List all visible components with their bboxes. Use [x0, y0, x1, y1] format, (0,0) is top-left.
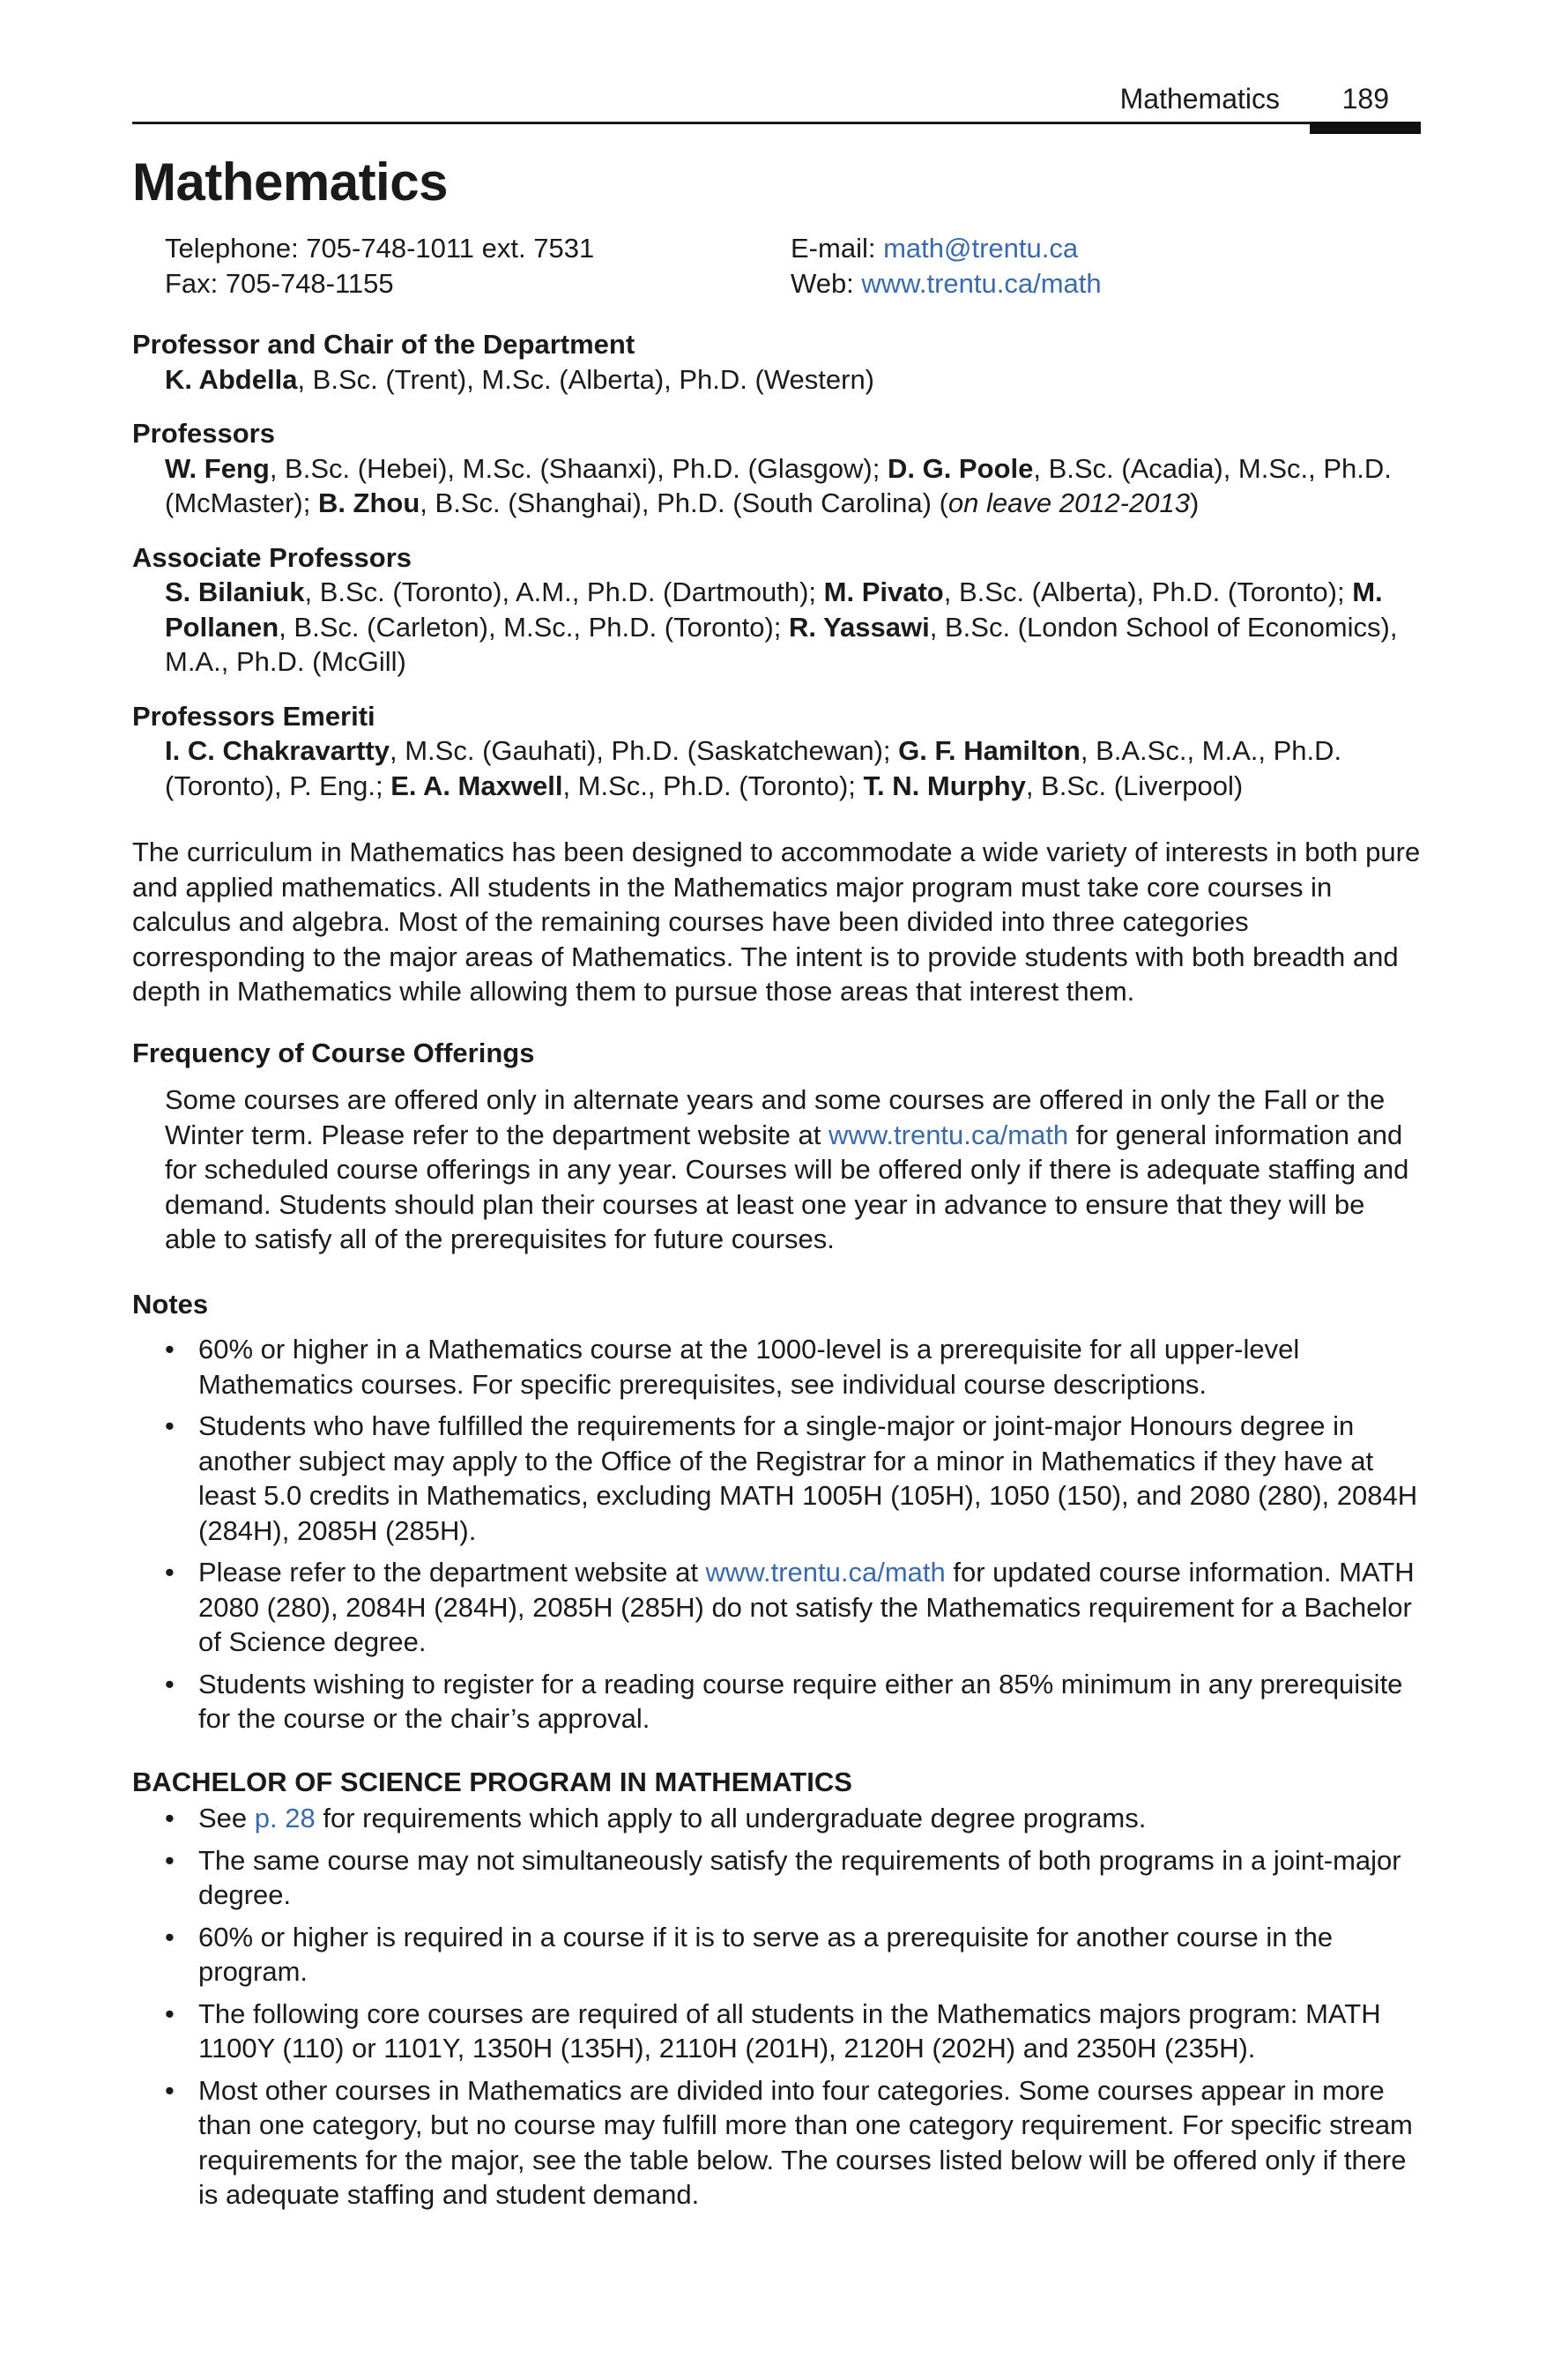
faculty-credentials: , B.Sc. (Acadia), M.Sc., Ph.D. (McMaster); [165, 452, 1392, 518]
email-line [791, 231, 1421, 266]
bsc-text: See [198, 1803, 255, 1833]
emeriti-section [132, 699, 1421, 804]
list-item [165, 1801, 1421, 1836]
faculty-name: M. Pollanen [165, 576, 1383, 643]
faculty-name: S. Bilaniuk [165, 576, 305, 607]
bsc-list [132, 1801, 1421, 2213]
emeriti-heading: Professors Emeriti [132, 700, 375, 732]
header-rule [132, 122, 1421, 124]
note-text-end: for updated course information. MATH 2080 (280), 2084H (284H), 2085H (285H) do not satisfy the Mathematics requirement for a Bachelor of Science degree. [198, 1557, 1415, 1657]
email-label: E-mail: [791, 233, 884, 264]
list-item: • Students who have fulfilled the requirements for a single-major or joint-major Honours degree in another subject may apply to the Office of the Registrar for a minor in Mathematics if they have at least 5.0 credits in Mathematics, excluding MATH 1005H (105H), 1050 (150), and 2080 (280), 2084H (284H), 2085H (285H). [165, 1409, 1421, 1548]
web-link[interactable]: www.trentu.ca/math [861, 267, 1102, 299]
faculty-credentials: , B.Sc. (London School of Economics), M.A., Ph.D. (McGill) [165, 611, 1398, 677]
chair-section [132, 327, 1421, 397]
frequency-text: Some courses are offered only in alternate years and some courses are offered in only the Fall or the Winter term. Please refer to the department website at [165, 1084, 1386, 1150]
faculty-credentials: , B.Sc. (Liverpool) [1025, 770, 1244, 801]
frequency-text-end: for general information and for scheduled course offerings in any year. Courses will be offered only if there is adequate staffing and demand. Students should plan their courses at least one year in advance to ensure that they will be able to satisfy all of the prerequisites for future courses. [165, 1119, 1409, 1254]
page-reference-link[interactable]: p. 28 [254, 1803, 316, 1833]
email-link[interactable]: math@trentu.ca [883, 233, 1079, 264]
web-line [791, 266, 1421, 301]
list-item: • The same course may not simultaneously satisfy the requirements of both programs in a joint-major degree. [165, 1843, 1421, 1913]
faculty-name: G. F. Hamilton [898, 735, 1081, 766]
page-title: Mathematics [132, 152, 448, 212]
faculty-credentials: , B.Sc. (Hebei), M.Sc. (Shaanxi), Ph.D. (Glasgow); [269, 452, 888, 484]
chair-heading: Professor and Chair of the Department [132, 329, 635, 360]
note-text: Please refer to the department website at [198, 1557, 706, 1588]
list-item: • 60% or higher in a Mathematics course at the 1000-level is a prerequisite for all upper-level Mathematics courses. For specific prerequisites, see individual course descriptions. [165, 1332, 1421, 1402]
leave-note: on leave 2012-2013 [947, 487, 1190, 518]
list-item: • Most other courses in Mathematics are divided into four categories. Some courses appear in more than one category, but no course may fulfill more than one category requirement. For specific stream requirements for the major, see the table below. The courses listed below will be offered only if there is adequate staffing and student demand. [165, 2073, 1421, 2213]
faculty-name: W. Feng [165, 452, 270, 484]
running-head [132, 81, 1421, 125]
chair-list [132, 362, 1421, 398]
associate-heading: Associate Professors [132, 541, 412, 573]
faculty-name: T. N. Murphy [863, 770, 1026, 801]
faculty-name: I. C. Chakravartty [165, 735, 390, 766]
faculty-name: B. Zhou [317, 487, 420, 518]
department-website-link[interactable]: www.trentu.ca/math [828, 1119, 1069, 1150]
notes-list [132, 1332, 1421, 1737]
list-item: • Students wishing to register for a reading course require either an 85% minimum in any prerequisite for the course or the chair’s approval. [165, 1667, 1421, 1737]
faculty-credentials: , B.Sc. (Trent), M.Sc. (Alberta), Ph.D. (Western) [297, 363, 875, 395]
professors-list [132, 451, 1421, 521]
faculty-credentials: , M.Sc. (Gauhati), Ph.D. (Saskatchewan); [390, 735, 899, 766]
professors-heading: Professors [132, 418, 275, 449]
faculty-credentials: , M.Sc., Ph.D. (Toronto); [562, 770, 864, 801]
faculty-credentials: , B.Sc. (Carleton), M.Sc., Ph.D. (Toronto); [279, 611, 790, 643]
main-content [132, 231, 1421, 2220]
bsc-heading: BACHELOR OF SCIENCE PROGRAM IN MATHEMATICS [132, 1766, 852, 1797]
header-tab-marker [1310, 122, 1421, 134]
faculty-name: E. A. Maxwell [390, 770, 563, 801]
notes-heading: Notes [132, 1288, 209, 1320]
associate-section [132, 540, 1421, 680]
faculty-name: D. G. Poole [887, 452, 1034, 484]
faculty-credentials: , B.Sc. (Alberta), Ph.D. (Toronto); [943, 576, 1353, 607]
professors-section [132, 416, 1421, 521]
faculty-name: M. Pivato [823, 576, 944, 607]
list-item: • The following core courses are required of all students in the Mathematics majors program: MATH 1100Y (110) or 1101Y, 1350H (135H), 2110H (201H), 2120H (202H) and 2350H (235H). [165, 1997, 1421, 2066]
faculty-name: R. Yassawi [789, 611, 930, 643]
associate-list [132, 575, 1421, 680]
department-website-link[interactable]: www.trentu.ca/math [705, 1557, 946, 1588]
frequency-paragraph [132, 1082, 1421, 1257]
fax: Fax: 705-748-1155 [165, 267, 394, 299]
intro-paragraph: The curriculum in Mathematics has been designed to accommodate a wide variety of interests in both pure and applied mathematics. All students in the Mathematics major program must take core courses in calculus and algebra. Most of the remaining courses have been divided into three categories corresponding to the major areas of Mathematics. The intent is to provide students with both breadth and depth in Mathematics while allowing them to pursue those areas that interest them. [132, 837, 1421, 1007]
faculty-credentials: , B.Sc. (Toronto), A.M., Ph.D. (Dartmouth); [304, 576, 824, 607]
bsc-text-end: for requirements which apply to all undergraduate degree programs. [315, 1803, 1147, 1833]
list-item: • 60% or higher is required in a course if it is to serve as a prerequisite for another course in the program. [165, 1920, 1421, 1990]
running-head-title: Mathematics [1119, 83, 1280, 115]
faculty-name: K. Abdella [165, 363, 298, 395]
leave-close: ) [1189, 487, 1200, 518]
list-item [165, 1555, 1421, 1660]
page-number: 189 [1341, 83, 1389, 115]
emeriti-list [132, 733, 1421, 803]
contact-block [132, 231, 1421, 301]
frequency-heading: Frequency of Course Offerings [132, 1037, 535, 1068]
telephone: Telephone: 705-748-1011 ext. 7531 [165, 233, 595, 264]
web-label: Web: [791, 267, 862, 299]
faculty-credentials: , B.A.Sc., M.A., Ph.D. (Toronto), P. Eng.; [165, 735, 1342, 801]
faculty-credentials: , B.Sc. (Shanghai), Ph.D. (South Carolina) ( [420, 487, 948, 518]
